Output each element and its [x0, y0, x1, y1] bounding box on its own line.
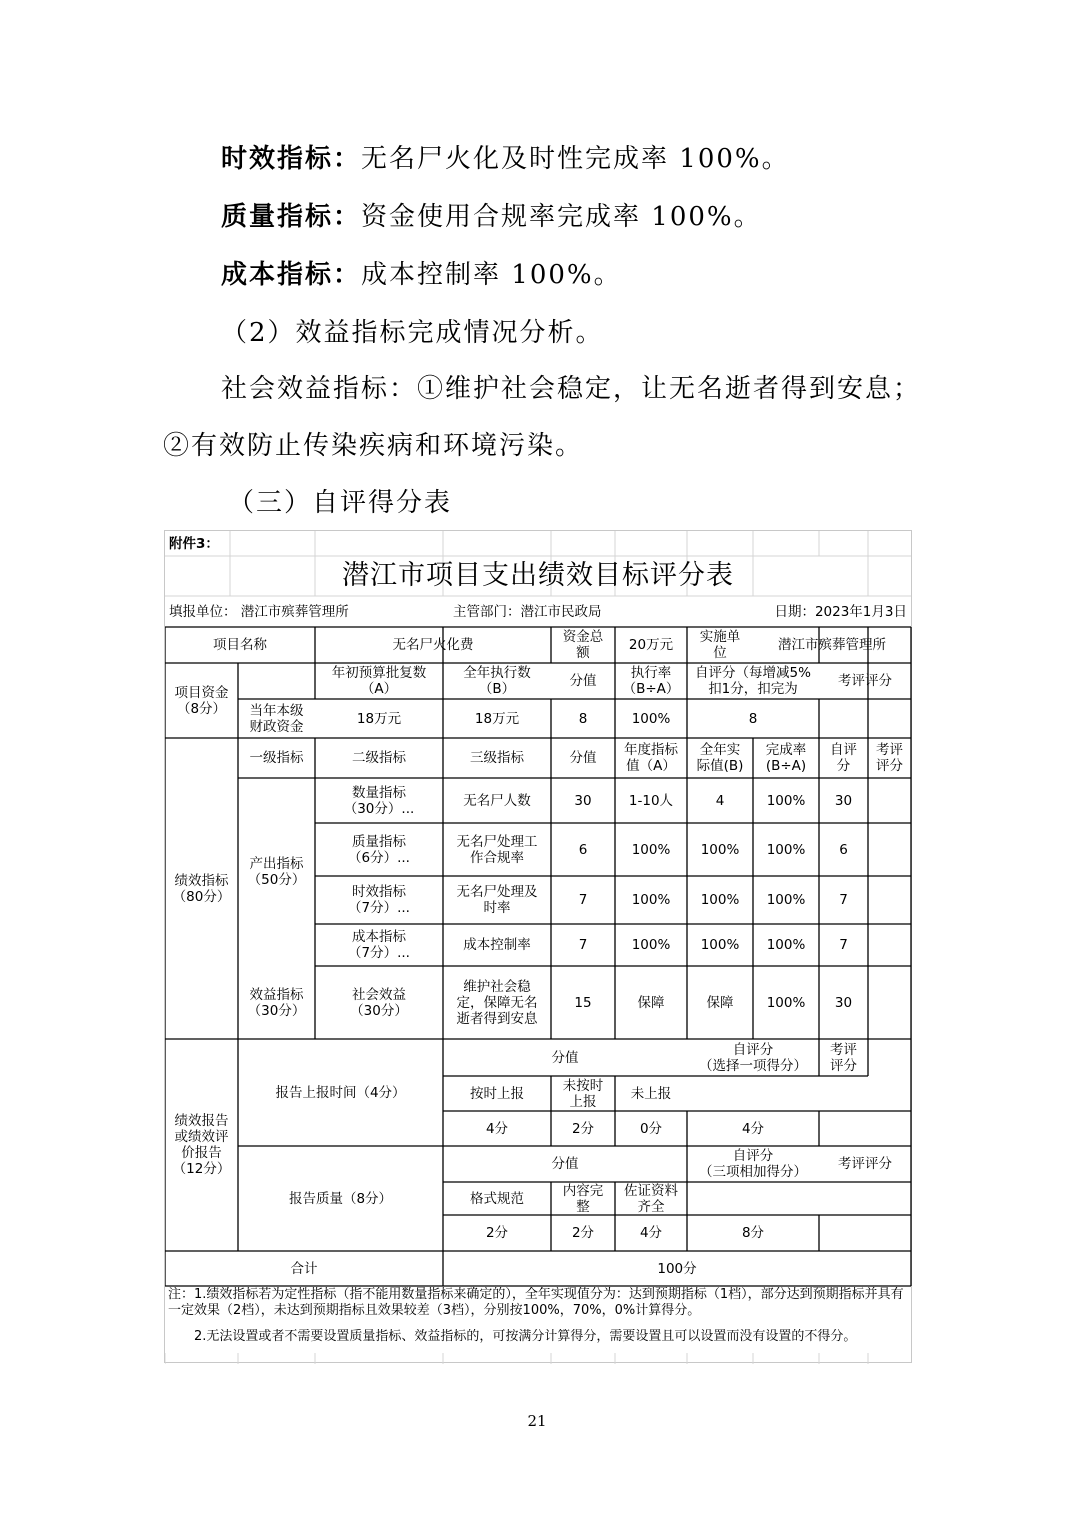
rq-format: 格式规范	[470, 1190, 524, 1207]
cost-line	[221, 254, 622, 291]
indicator-rate: 100%	[766, 892, 806, 908]
level3-header: 三级指标	[470, 750, 524, 766]
indicator-level2: 成本指标 （7分）...	[348, 929, 410, 961]
indicator-target: 100%	[631, 892, 671, 908]
indicator-actual: 100%	[700, 841, 740, 858]
indicator-level3: 无名尸人数	[463, 792, 531, 809]
local-funds-label: 当年本级 财政资金	[249, 702, 304, 735]
indicator-actual: 100%	[700, 937, 740, 953]
review-score-header: 考评评分	[838, 673, 892, 689]
indicator-self: 7	[839, 937, 848, 953]
rt-score-header: 分值	[551, 1049, 579, 1066]
rt-self-value: 4分	[741, 1120, 765, 1137]
indicator-rate: 100%	[766, 937, 806, 953]
rt-ontime: 按时上报	[470, 1085, 524, 1102]
social-benefit-line1: 社会效益指标：①维护社会稳定，让无名逝者得到安息；	[221, 374, 922, 404]
funds-self-score: 8	[748, 710, 758, 727]
indicator-self: 7	[839, 892, 848, 908]
indicator-actual: 100%	[700, 892, 740, 908]
review-header: 考评 评分	[876, 742, 903, 774]
indicator-level2: 社会效益 （30分）	[350, 986, 408, 1019]
funds-score: 8	[578, 710, 588, 727]
timeliness-line	[221, 138, 790, 175]
rt-review-header: 考评 评分	[830, 1041, 857, 1074]
rq-self-header: 自评分 （三项相加得分）	[699, 1148, 807, 1180]
score-header: 分值	[569, 673, 597, 689]
section-heading: （三）自评得分表	[228, 488, 453, 518]
report-quality-label: 报告质量（8分）	[288, 1190, 393, 1207]
benefit-heading: （2）效益指标完成情况分析。	[221, 318, 604, 348]
total-funds-label: 资金总 额	[562, 629, 604, 661]
indicator-rate: 100%	[766, 841, 806, 858]
timeliness-text: 无名尸火化及时性完成率 100%。	[361, 144, 790, 174]
target-header: 年度指标 值（A）	[624, 742, 678, 774]
social-benefit-line2: ②有效防止传染疾病和环境污染。	[163, 431, 584, 461]
supervising-dept: 主管部门：潜江市民政局	[453, 603, 602, 620]
rt-late: 未按时 上报	[562, 1077, 604, 1110]
indicator-score-header: 分值	[569, 750, 597, 766]
indicator-rate: 100%	[766, 792, 806, 809]
exec-rate-header: 执行率 （B÷A）	[622, 665, 680, 697]
total-label: 合计	[290, 1260, 318, 1277]
indicator-level2: 时效指标 （7分）...	[348, 884, 410, 916]
indicator-level2: 质量指标 （6分）...	[348, 833, 410, 866]
table-title: 潜江市项目支出绩效目标评分表	[342, 560, 734, 591]
project-name-label: 项目名称	[213, 637, 267, 653]
rq-evidence: 佐证资料 齐全	[624, 1182, 678, 1215]
fill-unit: 填报单位： 潜江市殡葬管理所	[169, 603, 349, 620]
indicator-actual: 保障	[706, 994, 734, 1011]
timeliness-label: 时效指标：	[221, 144, 362, 174]
indicator-self: 30	[834, 994, 853, 1011]
quality-label: 质量指标：	[221, 202, 362, 232]
total-funds: 20万元	[628, 637, 674, 653]
indicator-score: 30	[574, 792, 592, 809]
rq-score-header: 分值	[551, 1156, 579, 1172]
rq-content: 内容完 整	[562, 1182, 604, 1215]
page-number: 21	[527, 1412, 547, 1430]
indicator-level3: 维护社会稳 定，保障无名 逝者得到安息	[456, 978, 538, 1027]
self-rule-header: 自评分（每增减5% 扣1分，扣完为	[695, 665, 811, 697]
cost-text: 成本控制率 100%。	[361, 260, 622, 290]
self-header: 自评 分	[830, 742, 857, 774]
report-time-label: 报告上报时间（4分）	[275, 1084, 406, 1101]
rt-ontime-value: 4分	[485, 1120, 509, 1137]
note-2: 2.无法设置或者不需要设置质量指标、效益指标的，可按满分计算得分，需要设置且可以设置而没有设置的不得分。	[168, 1329, 857, 1344]
indicator-score: 15	[574, 994, 592, 1011]
indicator-target: 1-10人	[628, 792, 674, 809]
rt-none: 未上报	[630, 1085, 672, 1102]
indicator-rate: 100%	[766, 994, 806, 1011]
cost-label: 成本指标：	[221, 260, 362, 290]
indicator-level3: 无名尸处理及 时率	[456, 884, 538, 916]
indicator-self: 6	[839, 841, 848, 858]
indicator-level3: 无名尸处理工 作合规率	[456, 833, 538, 866]
funds-label: 项目资金 （8分）	[174, 684, 229, 717]
budget-a-header: 年初预算批复数 （A）	[331, 665, 427, 697]
indicator-target: 保障	[637, 994, 665, 1011]
quality-line	[221, 196, 762, 233]
level2-header: 二级指标	[352, 750, 406, 766]
actual-header: 全年实 际值(B)	[696, 742, 744, 774]
perf-label: 绩效指标 （80分）	[172, 872, 231, 905]
impl-unit: 潜江市殡葬管理所	[778, 637, 886, 653]
budget-a-value: 18万元	[356, 710, 402, 727]
score-table	[164, 530, 912, 1363]
indicator-actual: 4	[715, 792, 725, 809]
rq-review-header: 考评评分	[838, 1156, 892, 1172]
exec-b-header: 全年执行数 （B）	[463, 665, 531, 697]
rt-late-value: 2分	[571, 1120, 595, 1137]
benefit-label: 效益指标 （30分）	[247, 986, 306, 1019]
attachment-label: 附件3：	[169, 535, 219, 552]
rt-self-header: 自评分 （选择一项得分）	[699, 1041, 807, 1074]
indicator-target: 100%	[631, 841, 671, 858]
indicator-score: 7	[578, 892, 588, 908]
rt-none-value: 0分	[639, 1120, 663, 1137]
indicator-score: 6	[578, 841, 588, 858]
indicator-self: 30	[834, 792, 853, 809]
exec-b-value: 18万元	[474, 710, 520, 727]
rq-format-value: 2分	[485, 1225, 509, 1241]
project-name: 无名尸火化费	[392, 637, 474, 653]
level1-header: 一级指标	[249, 750, 304, 766]
impl-unit-label: 实施单 位	[699, 629, 741, 661]
quality-text: 资金使用合规率完成率 100%。	[361, 202, 762, 232]
rq-content-value: 2分	[571, 1225, 595, 1241]
report-label: 绩效报告 或绩效评 价报告 （12分）	[172, 1113, 231, 1177]
indicator-level3: 成本控制率	[463, 937, 531, 953]
indicator-target: 100%	[631, 937, 671, 953]
total-value: 100分	[657, 1260, 697, 1277]
fill-date: 日期：2023年1月3日	[774, 603, 907, 620]
indicator-score: 7	[578, 937, 588, 953]
output-label: 产出指标 （50分）	[247, 856, 306, 888]
rq-self-value: 8分	[741, 1225, 765, 1241]
indicator-level2: 数量指标 （30分）...	[343, 784, 415, 817]
rate-header: 完成率 (B÷A)	[765, 742, 807, 774]
rq-evidence-value: 4分	[639, 1225, 663, 1241]
exec-rate-value: 100%	[631, 710, 671, 727]
note-1: 注：1.绩效指标若为定性指标（指不能用数量指标来确定的），全年实现值分为：达到预期指标（1档），部分达到预期指标并具有一定效果（2档），未达到预期指标且效果较差（3档），分别按100%，70%，0%计算得分。	[168, 1287, 904, 1318]
